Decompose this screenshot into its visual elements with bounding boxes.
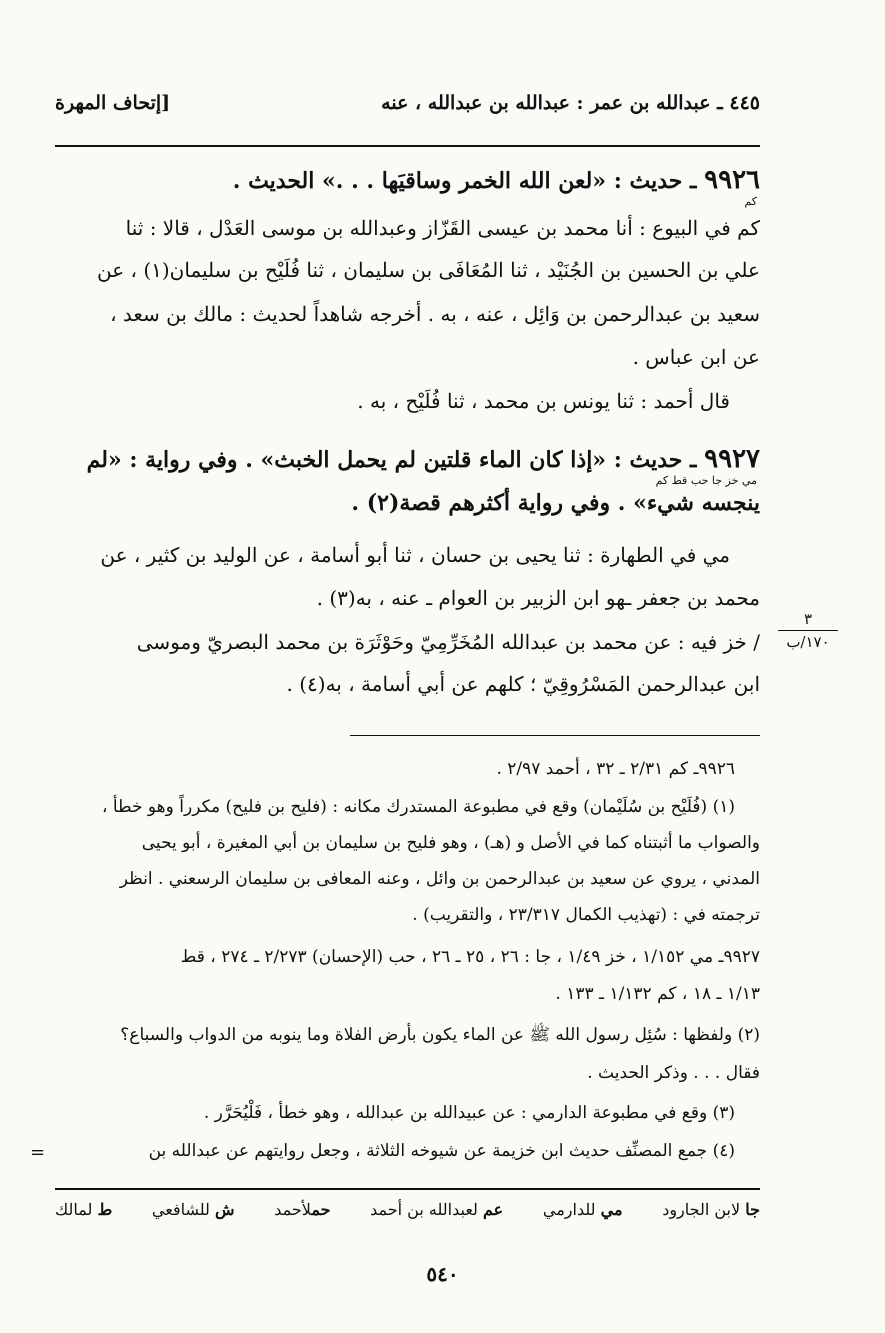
footnote-line: (٤) جمع المصنِّف حديث ابن خزيمة عن شيوخه الثلاثة ، وجعل روايتهم عن عبدالله بن <box>148 1141 735 1161</box>
entry-9926-line: عن ابن عباس . <box>632 345 760 369</box>
margin-note-bottom: ١٧٠/ب <box>786 633 830 651</box>
entry-9927-line: / خز فيه : عن محمد بن عبدالله المُخَرِّمِيّ وحَوْثَرَة بن محمد البصريّ وموسى <box>136 630 760 654</box>
footnote-line: (٣) وقع في مطبوعة الدارمي : عن عبيدالله بن عبدالله ، وهو خطأ ، فَلْيُحَرَّر . <box>203 1103 735 1123</box>
entry-9926-line: سعيد بن عبدالرحمن بن وَائِل ، عنه ، به . أخرجه شاهداً لحديث : مالك بن سعد ، <box>110 302 760 326</box>
entry-9926-codes: كم <box>744 195 757 208</box>
entry-9927-line: محمد بن جعفر ـهو ابن الزبير بن العوام ـ عنه ، به(٣) . <box>316 586 760 610</box>
footnote-line: (١) (فُلَيْح بن سُلَيْمان) وقع في مطبوعة المستدرك مكانه : (فليح بن فليح) مكرراً وهو خطأ ، <box>101 797 735 817</box>
header-rule <box>55 145 760 147</box>
header-source: [إتحاف المهرة <box>55 92 171 114</box>
abbreviation-legend <box>55 1200 760 1219</box>
legend-item: عم لعبدالله بن أحمد <box>370 1200 504 1219</box>
entry-9926-line: علي بن الحسين بن الجُنَيْد ، ثنا المُعَافَى بن سليمان ، ثنا فُلَيْح بن سليمان(١) ، عن <box>96 258 760 282</box>
entry-9926-heading <box>55 165 760 195</box>
running-header <box>55 92 760 126</box>
footnote-line: فقال . . . وذكر الحديث . <box>587 1063 760 1083</box>
legend-item: ش للشافعي <box>151 1200 235 1219</box>
footnote-line: المدني ، يروي عن سعيد بن عبدالرحمن بن وائل ، وعنه المعافى بن سليمان الرسعني . انظر <box>119 869 760 889</box>
margin-note <box>778 610 838 651</box>
entry-heading-text: ـ حديث : «إذا كان الماء قلتين لم يحمل الخبث» . وفي رواية : «لم <box>86 447 705 473</box>
legend-rule <box>55 1188 760 1190</box>
entry-heading-text: ـ حديث : «لعن الله الخمر وساقيَها . . .» الحديث . <box>232 168 705 194</box>
footnote-line: ١/١٣ ـ ١٨ ، كم ١/١٣٢ ـ ١٣٣ . <box>555 984 760 1004</box>
entry-9927-heading-cont: ينجسه شيء» . وفي رواية أكثرهم قصة(٢) . <box>351 490 760 516</box>
entry-number: ٩٩٢٦ <box>704 165 760 195</box>
page-number: ٥٤٠ <box>426 1262 459 1286</box>
entry-number: ٩٩٢٧ <box>704 444 760 474</box>
entry-9927-line: مي في الطهارة : ثنا يحيى بن حسان ، ثنا أبو أسامة ، عن الوليد بن كثير ، عن <box>100 543 730 567</box>
footnote-rule <box>350 735 760 736</box>
margin-note-top: ٣ <box>803 610 813 628</box>
entry-9927-codes: مي خز جا حب قط كم <box>655 474 757 487</box>
footnote-line: والصواب ما أثبتناه كما في الأصل و (هـ) ، وهو فليح بن سليمان بن أبي المغيرة ، أبو يحيى <box>141 833 760 853</box>
entry-9927-heading <box>55 444 760 474</box>
footnote-line: ٩٩٢٦ـ كم ٢/٣١ ـ ٣٢ ، أحمد ٢/٩٧ . <box>496 759 735 779</box>
footnote-line: ٩٩٢٧ـ مي ١/١٥٢ ، خز ١/٤٩ ، جا : ٢٦ ، ٢٥ ـ ٢٦ ، حب (الإحسان) ٢/٢٧٣ ـ ٢٧٤ ، قط <box>180 947 760 967</box>
legend-item: جا لابن الجارود <box>662 1200 760 1219</box>
entry-9926-line: كم في البيوع : أنا محمد بن عيسى القَزّاز وعبدالله بن موسى العَدْل ، قالا : ثنا <box>125 216 760 240</box>
footnote-line: (٢) ولفظها : سُئِل رسول الله ﷺ عن الماء يكون بأرض الفلاة وما ينوبه من الدواب والسباع؟ <box>120 1025 760 1045</box>
legend-item: مي للدارمي <box>542 1200 623 1219</box>
entry-9927-line: ابن عبدالرحمن المَسْرُوقِيّ ؛ كلهم عن أبي أسامة ، به(٤) . <box>286 672 760 696</box>
legend-item: ط لمالك <box>55 1200 113 1219</box>
footnote-line: ترجمته في : (تهذيب الكمال ٢٣/٣١٧ ، والتقريب) . <box>412 905 760 925</box>
continuation-mark: = <box>30 1142 46 1163</box>
legend-item: حملأحمد <box>274 1200 331 1219</box>
margin-note-rule <box>778 630 838 631</box>
header-title: ٤٤٥ ـ عبدالله بن عمر : عبدالله بن عبدالله ، عنه <box>381 92 760 114</box>
entry-9926-line: قال أحمد : ثنا يونس بن محمد ، ثنا فُلَيْح ، به . <box>357 389 730 413</box>
